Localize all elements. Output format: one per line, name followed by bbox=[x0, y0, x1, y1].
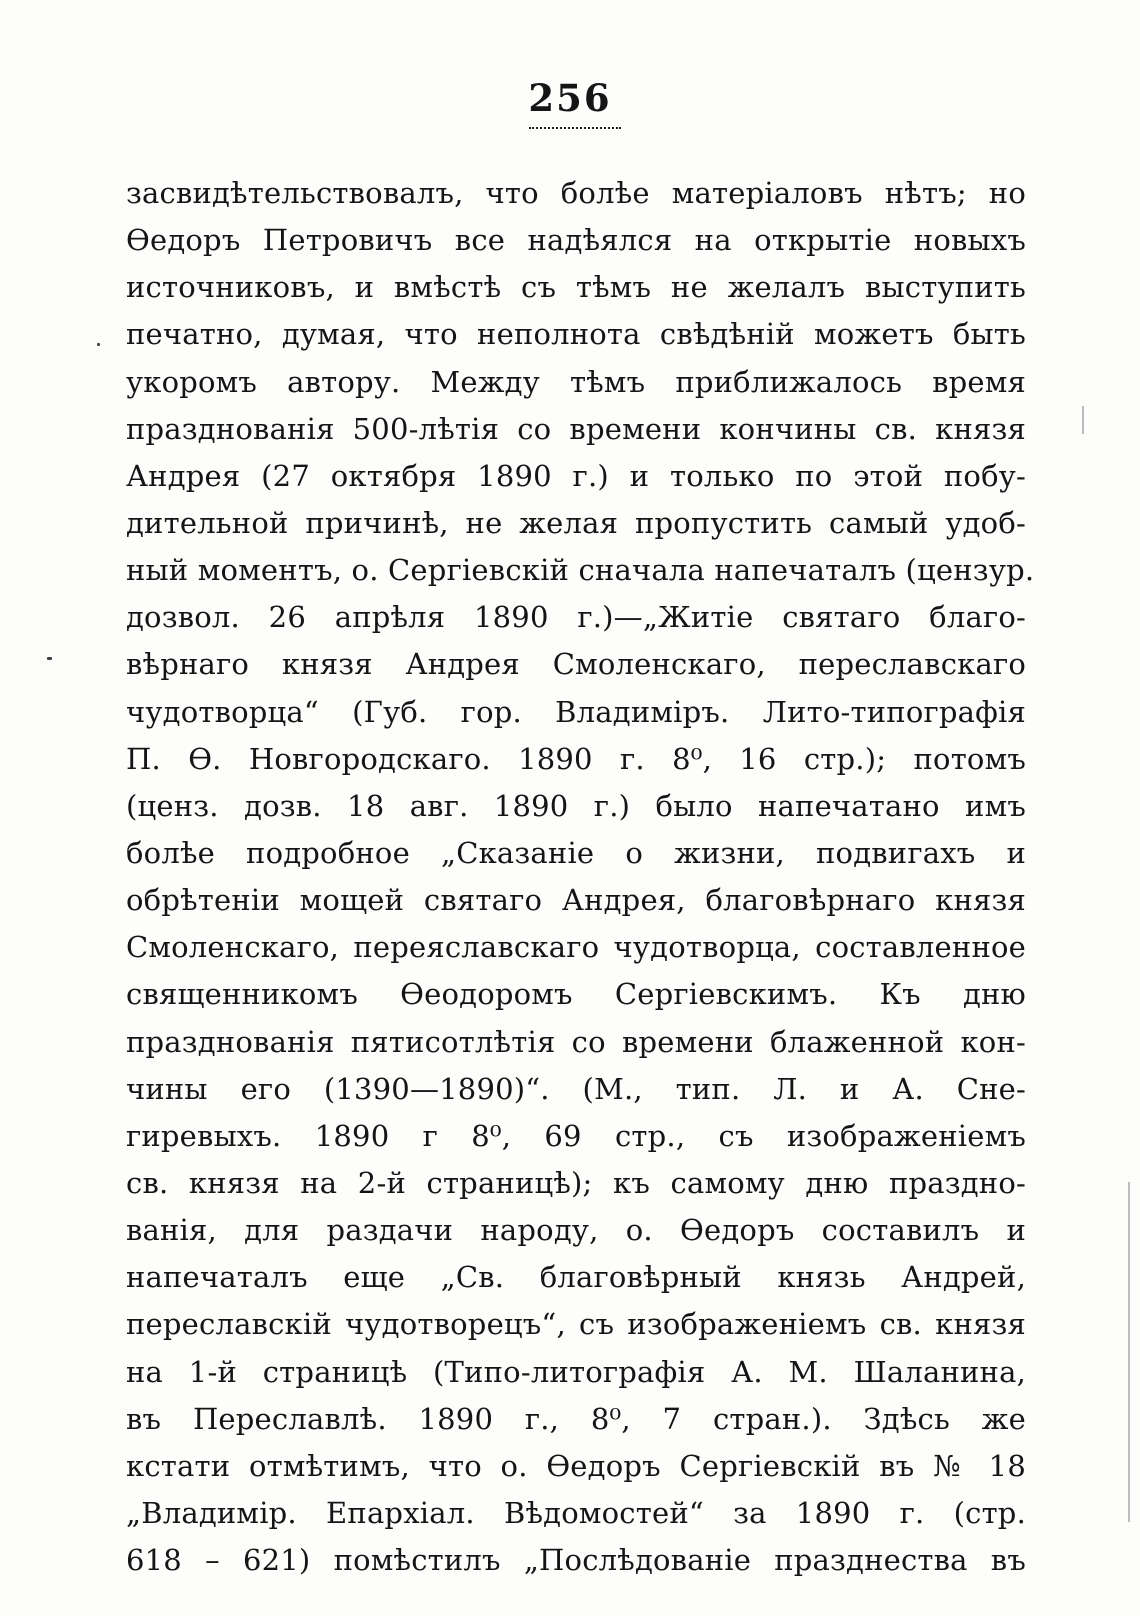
text-line: на 1-й страницѣ (Типо-литографія А. М. Шаланина, bbox=[126, 1354, 1026, 1389]
text-line: кстати отмѣтимъ, что о. Ѳедоръ Сергіевскій въ № 18 bbox=[126, 1448, 1026, 1483]
scan-margin-mark bbox=[1082, 406, 1084, 434]
text-line: св. князя на 2-й страницѣ); къ самому дню праздно- bbox=[126, 1165, 1026, 1200]
scan-speck bbox=[47, 657, 52, 660]
text-line: дительной причинѣ, не желая пропустить самый удоб- bbox=[126, 505, 1026, 540]
text-line: Смоленскаго, переяславскаго чудотворца, составленное bbox=[126, 930, 1026, 965]
scan-speck bbox=[97, 343, 100, 346]
text-line: въ Переславлѣ. 1890 г., 8⁰, 7 стран.). Здѣсь же bbox=[126, 1401, 1026, 1436]
text-line: вѣрнаго князя Андрея Смоленскаго, переславскаго bbox=[126, 647, 1026, 682]
text-line: П. Ѳ. Новгородскаго. 1890 г. 8⁰, 16 стр.); потомъ bbox=[126, 741, 1026, 776]
text-line: Андрея (27 октября 1890 г.) и только по этой побу- bbox=[126, 458, 1026, 493]
text-line: источниковъ, и вмѣстѣ съ тѣмъ не желалъ выступить bbox=[126, 270, 1026, 305]
text-line: ванія, для раздачи народу, о. Ѳедоръ составилъ и bbox=[126, 1213, 1026, 1248]
text-line: переславскій чудотворецъ“, съ изображеніемъ св. князя bbox=[126, 1307, 1026, 1342]
text-line: празднованія 500-лѣтія со времени кончины св. князя bbox=[126, 411, 1026, 446]
page-number-rule bbox=[529, 127, 621, 129]
text-line: чины его (1390—1890)“. (М., тип. Л. и А. Сне- bbox=[126, 1071, 1026, 1106]
page-number: 256 bbox=[528, 76, 612, 120]
text-line: „Владимір. Епархіал. Вѣдомостей“ за 1890 г. (стр. bbox=[126, 1495, 1026, 1530]
text-line: священникомъ Ѳеодоромъ Сергіевскимъ. Къ дню bbox=[126, 977, 1026, 1012]
text-line: засвидѣтельствовалъ, что болѣе матеріаловъ нѣтъ; но bbox=[126, 176, 1026, 210]
text-line: ный моментъ, о. Сергіевскій сначала напечаталъ (цензур. bbox=[126, 553, 1035, 588]
text-line: печатно, думая, что неполнота свѣдѣній можетъ быть bbox=[126, 317, 1026, 352]
text-line: дозвол. 26 апрѣля 1890 г.)—„Житіе святаго благо- bbox=[126, 600, 1026, 635]
text-line: Ѳедоръ Петровичъ все надѣялся на открытіе новыхъ bbox=[126, 223, 1026, 258]
text-line: болѣе подробное „Сказаніе о жизни, подвигахъ и bbox=[126, 835, 1026, 870]
text-line: празднованія пятисотлѣтія со времени блаженной кон- bbox=[126, 1024, 1026, 1059]
text-line: обрѣтеніи мощей святаго Андрея, благовѣрнаго князя bbox=[126, 883, 1026, 918]
text-line: укоромъ автору. Между тѣмъ приближалось время bbox=[126, 364, 1026, 399]
text-line: гиревыхъ. 1890 г 8⁰, 69 стр., съ изображеніемъ bbox=[126, 1118, 1026, 1153]
text-line: (ценз. дозв. 18 авг. 1890 г.) было напечатано имъ bbox=[126, 788, 1026, 823]
body-text bbox=[126, 170, 1035, 1584]
text-line: 618 – 621) помѣстилъ „Послѣдованіе празднества въ bbox=[126, 1543, 1026, 1578]
text-line: напечаталъ еще „Св. благовѣрный князь Андрей, bbox=[126, 1260, 1026, 1295]
text-line: чудотворца“ (Губ. гор. Владиміръ. Лито-типографія bbox=[126, 694, 1026, 729]
scan-margin-mark bbox=[1128, 1182, 1130, 1522]
